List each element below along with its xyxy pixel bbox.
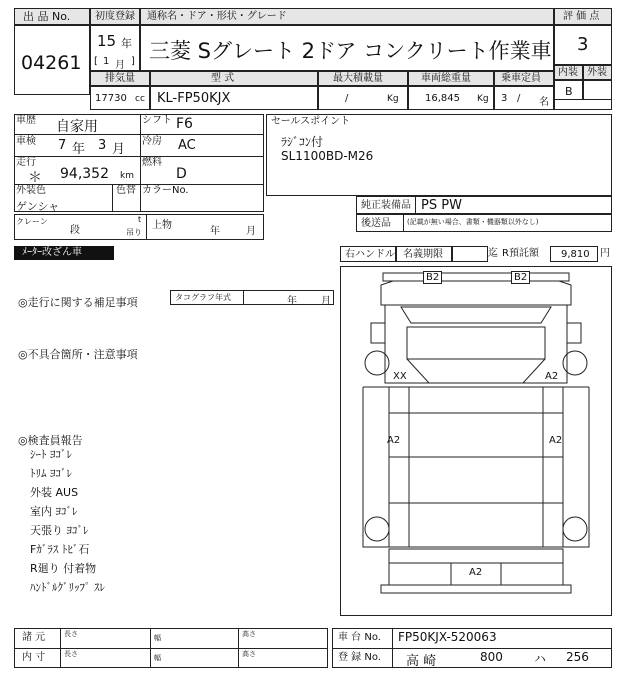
r-fee-value: 9,810 (561, 249, 590, 260)
interior-label: 内装 (558, 67, 578, 78)
dims-width-label: 幅 (154, 634, 161, 642)
gross-weight-unit: Kg (477, 94, 489, 104)
inspector-line-5: 天張り ﾖｺﾞﾚ (30, 524, 89, 537)
first-reg-year: 15 (97, 32, 117, 50)
accessories-divider (403, 215, 404, 231)
reg-label: 登 録 No. (338, 652, 381, 663)
windshield-shape (401, 307, 551, 323)
crane-divider (146, 214, 147, 240)
defects-label: ◎不具合箇所・注意事項 (18, 348, 138, 361)
displacement-label-cell (90, 71, 150, 86)
capacity-label: 乗車定員 (501, 73, 541, 84)
inspector-line-2: ﾄﾘﾑ ﾖｺﾞﾚ (30, 467, 72, 480)
first-reg-label: 初度登録 (95, 11, 135, 22)
interior-label-cell (554, 65, 583, 80)
displacement-unit: cc (135, 94, 145, 104)
accessories-note: (記載が無い場合、書類・機器類以外なし) (407, 218, 539, 226)
mark-b2-front-right: B2 (511, 271, 530, 284)
front-bumper-shape (383, 273, 569, 281)
transfer-label-cell (396, 246, 452, 262)
gross-weight-label-cell (408, 71, 494, 86)
details-line-1 (14, 134, 264, 135)
fuel-label: 燃料 (142, 157, 162, 168)
inspector-line-4: 室内 ﾖｺﾞﾚ (30, 505, 78, 518)
upper-year: 年 (210, 226, 220, 237)
inner-height-label: 高さ (242, 650, 256, 658)
tacho-label: タコグラフ年式 (175, 293, 231, 302)
reg-divider (392, 628, 393, 668)
max-load-sep: / (345, 93, 349, 104)
color-change-label: 色替 (116, 185, 136, 196)
dims-divider-3 (238, 628, 239, 668)
displacement-value: 17730 (95, 93, 127, 104)
inspection-month-unit: 月 (112, 142, 126, 157)
cargo-ribs-shape (389, 413, 563, 503)
sales-point-1: ﾗｼﾞｺﾝ付 (281, 135, 324, 149)
model-label: 型 式 (211, 73, 235, 84)
mileage-mark: ＊ (28, 170, 42, 186)
inspector-line-3: 外装 AUS (30, 486, 79, 499)
reg-kana: ハ (534, 652, 547, 666)
displacement-label: 排気量 (105, 73, 135, 84)
score-label: 評 価 点 (563, 11, 600, 22)
gross-weight-label: 車両総重量 (421, 73, 471, 84)
ac-value: AC (178, 138, 196, 153)
month-open-bracket: [ (94, 56, 98, 67)
model-value: KL-FP50KJX (157, 91, 231, 106)
car-name-cell (140, 25, 554, 71)
crane-hang: 吊り (126, 228, 142, 237)
r-fee-cell (550, 246, 598, 262)
lot-no-label: 出 品 No. (23, 10, 71, 23)
accessories-cell (356, 214, 612, 232)
crane-stage: 段 (70, 225, 80, 236)
max-load-label-cell (318, 71, 408, 86)
color-change-divider (112, 184, 113, 212)
cargo-inner-shape (409, 387, 543, 547)
equipment-cell (356, 196, 612, 214)
max-load-label: 最大積載量 (333, 73, 383, 84)
ac-label: 冷房 (142, 136, 162, 147)
dims-mid-line (14, 648, 328, 649)
exterior-grade-cell (583, 80, 612, 100)
lot-no-cell (14, 25, 90, 95)
equipment-label: 純正装備品 (361, 200, 411, 211)
dims-height-label: 高さ (242, 630, 256, 638)
gross-weight-value: 16,845 (425, 93, 460, 104)
model-name-label-cell (140, 8, 554, 25)
capacity-unit: 名 (539, 97, 549, 108)
inner-width-label: 幅 (154, 654, 161, 662)
inspector-line-8: ﾊﾝﾄﾞﾙｸﾞﾘｯﾌﾟ ｽﾚ (30, 581, 105, 594)
exterior-label-cell (583, 65, 612, 80)
reg-mid-line (332, 648, 612, 649)
color-no-label: カラーNo. (142, 185, 189, 196)
r-unit: 円 (600, 248, 610, 259)
remark-label: 迄 (488, 248, 498, 259)
r-mileage-label: R預託額 (502, 248, 539, 259)
inspection-label: 車検 (16, 136, 36, 147)
cab-roof-shape (407, 327, 545, 359)
accessories-label: 後送品 (361, 218, 391, 229)
shift-label: シフト (142, 115, 172, 126)
meter-badge: ﾒｰﾀｰ改ざん車 (14, 246, 114, 260)
lot-no: 04261 (21, 52, 82, 74)
side-guard-shape (363, 387, 589, 547)
dims-length-label: 長さ (64, 630, 78, 638)
inspection-month: 3 (98, 138, 107, 153)
tacho-divider (243, 291, 244, 304)
cab-rear-shape (407, 359, 545, 383)
tacho-month: 月 (321, 296, 331, 307)
shift-value: F6 (176, 116, 193, 132)
model-name-label: 通称名・ドア・形状・グレード (147, 11, 287, 22)
capacity-label-cell (494, 71, 554, 86)
exterior-label: 外装 (587, 67, 607, 78)
transfer-value-cell (452, 246, 488, 262)
max-load-unit: Kg (387, 94, 399, 104)
damage-diagram (340, 266, 612, 616)
ext-color-value: ゲンシャ (16, 200, 60, 213)
upper-month: 月 (246, 226, 256, 237)
mark-a2-front-right: A2 (545, 371, 559, 382)
capacity-cell (494, 86, 554, 110)
truck-outline (341, 267, 611, 615)
sales-points-label: セールスポイント (271, 116, 351, 127)
mileage-label: 走行 (16, 157, 36, 168)
dims-divider-1 (60, 628, 61, 668)
inspector-line-1: ｼｰﾄ ﾖｺﾞﾚ (30, 448, 72, 461)
details-line-2 (14, 156, 264, 157)
first-reg-label-cell (90, 8, 140, 25)
first-reg-month-unit: 月 (115, 60, 125, 71)
transfer-label: 名義期限 (403, 249, 443, 260)
dims-label: 諸 元 (22, 632, 46, 643)
details-divider (140, 114, 141, 212)
score-cell (554, 25, 612, 65)
capacity-sep: / (517, 93, 521, 104)
reg-class: 800 (480, 650, 503, 664)
mirror-shape (371, 323, 581, 343)
first-reg-year-unit: 年 (121, 37, 132, 50)
wheel-rear-right-shape (563, 517, 587, 541)
month-close-bracket: ] (131, 56, 135, 67)
interior-grade: B (565, 85, 573, 98)
ext-color-label: 外装色 (16, 185, 46, 196)
inspection-year-unit: 年 (72, 142, 86, 157)
details-line-3 (14, 184, 264, 185)
crane-ton: t (138, 215, 142, 224)
reg-area: 高 崎 (406, 654, 437, 669)
crane-label: クレーン (16, 217, 48, 226)
history-label: 車歴 (16, 115, 36, 126)
cargo-body-shape (389, 387, 563, 547)
sales-point-2: SL1100BD-M26 (281, 149, 374, 163)
inner-length-label: 長さ (64, 650, 78, 658)
rear-bumper-shape (381, 585, 571, 593)
chassis-no: FP50KJX-520063 (398, 630, 497, 644)
history-value: 自家用 (56, 119, 98, 135)
max-load-cell (318, 86, 408, 110)
first-reg-cell (90, 25, 140, 71)
score-value: 3 (577, 34, 589, 55)
inspector-line-6: Fｶﾞﾗｽ ﾄﾋﾞ石 (30, 543, 90, 556)
inspector-line-7: R廻り 付着物 (30, 562, 97, 575)
mark-a2-right-side: A2 (549, 435, 563, 446)
score-label-cell (554, 8, 612, 25)
equipment-value: PS PW (421, 198, 462, 213)
inner-label: 内 寸 (22, 652, 46, 663)
fuel-value: D (176, 166, 187, 182)
mark-a2-rear: A2 (469, 567, 483, 578)
mark-a2-left-side: A2 (387, 435, 401, 446)
steering-value: 右ハンドル (345, 249, 395, 260)
model-cell (150, 86, 318, 110)
mileage-value: 94,352 (60, 166, 109, 182)
tacho-cell (170, 290, 334, 305)
inspector-label: ◎検査員報告 (18, 434, 83, 447)
lot-no-label-cell (14, 8, 90, 25)
cab-front-shape (381, 281, 571, 305)
upper-label: 上物 (152, 220, 172, 231)
tacho-year: 年 (287, 296, 297, 307)
mark-b2-front-left: B2 (423, 271, 442, 284)
cab-sides-shape (385, 305, 567, 357)
first-reg-month: 1 (103, 56, 110, 67)
capacity-value: 3 (501, 93, 508, 104)
mark-xx: XX (393, 371, 407, 382)
equipment-divider (415, 197, 416, 213)
model-label-cell (150, 71, 318, 86)
wheel-rear-left-shape (365, 517, 389, 541)
car-name: 三菱 Sグレート 2ドア コンクリート作業車 (149, 39, 552, 63)
inspection-year: 7 (58, 138, 67, 153)
steering-cell (340, 246, 396, 262)
gross-weight-cell (408, 86, 494, 110)
dims-divider-2 (150, 628, 151, 668)
interior-grade-cell (554, 80, 583, 100)
cab-base-shape (385, 357, 567, 383)
sales-point-cell (266, 114, 612, 196)
displacement-cell (90, 86, 150, 110)
mileage-unit: km (120, 171, 134, 181)
chassis-label: 車 台 No. (338, 632, 381, 643)
reg-number: 256 (566, 650, 589, 664)
driving-label: ◎走行に関する補足事項 (18, 296, 138, 309)
score-bottom-spacer (554, 100, 612, 110)
